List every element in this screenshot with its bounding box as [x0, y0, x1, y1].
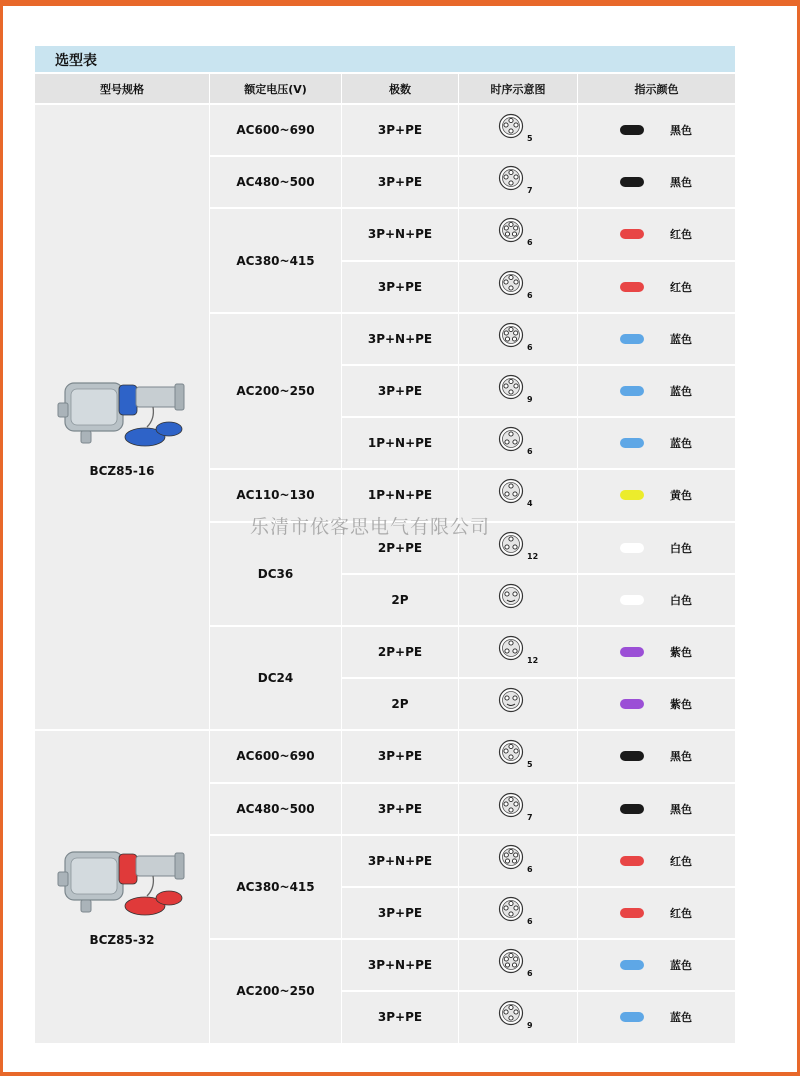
poles-cell: 3P+PE — [342, 888, 458, 938]
indicator-color-swatch — [620, 751, 644, 761]
socket-pin-icon — [498, 423, 538, 463]
indicator-color-name: 红色 — [670, 280, 692, 294]
indicator-color-name: 蓝色 — [670, 385, 692, 399]
indicator-color-cell — [578, 992, 735, 1042]
timing-diagram-cell — [459, 575, 577, 625]
clock-position-number: 5 — [527, 134, 533, 144]
clock-position-number: 6 — [527, 342, 533, 352]
voltage-cell: AC110~130 — [210, 470, 341, 520]
indicator-color-cell — [578, 575, 735, 625]
frame-top-border — [0, 0, 800, 6]
indicator-color-name: 白色 — [670, 541, 692, 555]
clock-position-number: 6 — [527, 238, 533, 248]
clock-position-number: 6 — [527, 447, 533, 457]
timing-diagram-cell — [459, 992, 577, 1042]
clock-position-number: 7 — [527, 186, 533, 196]
product-model-cell — [35, 731, 209, 1042]
company-watermark: 乐清市依客思电气有限公司 — [250, 516, 491, 538]
indicator-color-cell — [578, 888, 735, 938]
indicator-color-name: 红色 — [670, 907, 692, 921]
poles-cell: 2P+PE — [342, 523, 458, 573]
socket-pin-icon — [498, 580, 538, 620]
clock-position-number: 9 — [527, 395, 533, 405]
indicator-color-name: 黄色 — [670, 489, 692, 503]
indicator-color-cell — [578, 627, 735, 677]
indicator-color-cell — [578, 679, 735, 729]
explosion-proof-socket-red-icon — [57, 826, 187, 925]
explosion-proof-socket-blue-icon — [57, 357, 187, 456]
indicator-color-swatch — [620, 960, 644, 970]
poles-cell: 3P+PE — [342, 784, 458, 834]
indicator-color-swatch — [620, 856, 644, 866]
poles-cell: 3P+PE — [342, 262, 458, 312]
frame-bottom-border — [0, 1072, 800, 1076]
voltage-cell: AC200~250 — [210, 940, 341, 1042]
socket-pin-icon — [498, 789, 538, 829]
indicator-color-swatch — [620, 647, 644, 657]
poles-cell: 3P+PE — [342, 731, 458, 781]
indicator-color-name: 蓝色 — [670, 437, 692, 451]
socket-pin-icon — [498, 475, 538, 515]
timing-diagram-cell — [459, 940, 577, 990]
socket-pin-icon — [498, 371, 538, 411]
clock-position-number: 9 — [527, 1021, 533, 1031]
timing-diagram-cell — [459, 209, 577, 259]
timing-diagram-cell — [459, 157, 577, 207]
indicator-color-name: 黑色 — [670, 750, 692, 764]
clock-position-number: 5 — [527, 760, 533, 770]
column-header: 时序示意图 — [459, 74, 577, 103]
indicator-color-name: 红色 — [670, 854, 692, 868]
poles-cell: 3P+PE — [342, 157, 458, 207]
poles-cell: 2P — [342, 679, 458, 729]
product-model-name: BCZ85-16 — [89, 463, 155, 478]
indicator-color-cell — [578, 209, 735, 259]
timing-diagram-cell — [459, 314, 577, 364]
frame-left-border — [0, 0, 3, 1076]
voltage-cell: AC380~415 — [210, 836, 341, 938]
socket-pin-icon — [498, 319, 538, 359]
timing-diagram-cell — [459, 784, 577, 834]
socket-pin-icon — [498, 841, 538, 881]
indicator-color-cell — [578, 418, 735, 468]
timing-diagram-cell — [459, 262, 577, 312]
indicator-color-swatch — [620, 438, 644, 448]
poles-cell: 1P+N+PE — [342, 470, 458, 520]
voltage-cell: AC480~500 — [210, 784, 341, 834]
timing-diagram-cell — [459, 105, 577, 155]
column-header: 型号规格 — [35, 74, 209, 103]
voltage-cell: AC200~250 — [210, 314, 341, 469]
indicator-color-cell — [578, 784, 735, 834]
poles-cell: 3P+N+PE — [342, 836, 458, 886]
poles-cell: 2P+PE — [342, 627, 458, 677]
indicator-color-swatch — [620, 334, 644, 344]
voltage-cell: DC36 — [210, 523, 341, 625]
clock-position-number: 6 — [527, 917, 533, 927]
clock-position-number: 6 — [527, 864, 533, 874]
indicator-color-name: 黑色 — [670, 176, 692, 190]
voltage-cell: DC24 — [210, 627, 341, 729]
clock-position-number: 12 — [527, 656, 539, 666]
clock-position-number: 7 — [527, 812, 533, 822]
clock-position-number: 6 — [527, 290, 533, 300]
poles-cell: 3P+PE — [342, 105, 458, 155]
socket-pin-icon — [498, 110, 538, 150]
timing-diagram-cell — [459, 731, 577, 781]
voltage-cell: AC600~690 — [210, 731, 341, 781]
poles-cell: 1P+N+PE — [342, 418, 458, 468]
indicator-color-cell — [578, 731, 735, 781]
indicator-color-swatch — [620, 543, 644, 553]
socket-pin-icon — [498, 684, 538, 724]
poles-cell: 3P+N+PE — [342, 940, 458, 990]
poles-cell: 3P+N+PE — [342, 209, 458, 259]
section-title: 选型表 — [55, 53, 97, 69]
timing-diagram-cell — [459, 627, 577, 677]
indicator-color-cell — [578, 836, 735, 886]
indicator-color-swatch — [620, 699, 644, 709]
indicator-color-swatch — [620, 229, 644, 239]
indicator-color-swatch — [620, 908, 644, 918]
indicator-color-swatch — [620, 804, 644, 814]
socket-pin-icon — [498, 214, 538, 254]
socket-pin-icon — [498, 945, 538, 985]
timing-diagram-cell — [459, 836, 577, 886]
indicator-color-swatch — [620, 595, 644, 605]
indicator-color-cell — [578, 314, 735, 364]
indicator-color-swatch — [620, 1012, 644, 1022]
indicator-color-name: 紫色 — [670, 646, 692, 660]
section-title-bar — [35, 46, 735, 72]
product-model-name: BCZ85-32 — [89, 933, 155, 948]
indicator-color-cell — [578, 105, 735, 155]
clock-position-number: 12 — [527, 551, 539, 561]
voltage-cell: AC480~500 — [210, 157, 341, 207]
socket-pin-icon — [498, 893, 538, 933]
poles-cell: 3P+N+PE — [342, 314, 458, 364]
voltage-cell: AC380~415 — [210, 209, 341, 311]
indicator-color-swatch — [620, 282, 644, 292]
clock-position-number: 6 — [527, 969, 533, 979]
socket-pin-icon — [498, 162, 538, 202]
indicator-color-name: 蓝色 — [670, 959, 692, 973]
column-header: 指示颜色 — [578, 74, 735, 103]
product-model-cell — [35, 105, 209, 729]
indicator-color-name: 黑色 — [670, 802, 692, 816]
indicator-color-cell — [578, 157, 735, 207]
indicator-color-cell — [578, 262, 735, 312]
indicator-color-cell — [578, 523, 735, 573]
indicator-color-name: 蓝色 — [670, 1011, 692, 1025]
indicator-color-name: 白色 — [670, 593, 692, 607]
poles-cell: 3P+PE — [342, 366, 458, 416]
clock-position-number: 4 — [527, 499, 533, 509]
socket-pin-icon — [498, 528, 538, 568]
indicator-color-cell — [578, 366, 735, 416]
timing-diagram-cell — [459, 888, 577, 938]
indicator-color-swatch — [620, 386, 644, 396]
column-header: 额定电压(V) — [210, 74, 341, 103]
socket-pin-icon — [498, 736, 538, 776]
column-header: 极数 — [342, 74, 458, 103]
timing-diagram-cell — [459, 679, 577, 729]
indicator-color-name: 蓝色 — [670, 332, 692, 346]
indicator-color-name: 黑色 — [670, 124, 692, 138]
indicator-color-swatch — [620, 125, 644, 135]
poles-cell: 3P+PE — [342, 992, 458, 1042]
indicator-color-swatch — [620, 490, 644, 500]
indicator-color-cell — [578, 470, 735, 520]
indicator-color-name: 紫色 — [670, 698, 692, 712]
voltage-cell: AC600~690 — [210, 105, 341, 155]
indicator-color-swatch — [620, 177, 644, 187]
indicator-color-cell — [578, 940, 735, 990]
timing-diagram-cell — [459, 418, 577, 468]
timing-diagram-cell — [459, 366, 577, 416]
socket-pin-icon — [498, 632, 538, 672]
socket-pin-icon — [498, 997, 538, 1037]
indicator-color-name: 红色 — [670, 228, 692, 242]
socket-pin-icon — [498, 267, 538, 307]
poles-cell: 2P — [342, 575, 458, 625]
